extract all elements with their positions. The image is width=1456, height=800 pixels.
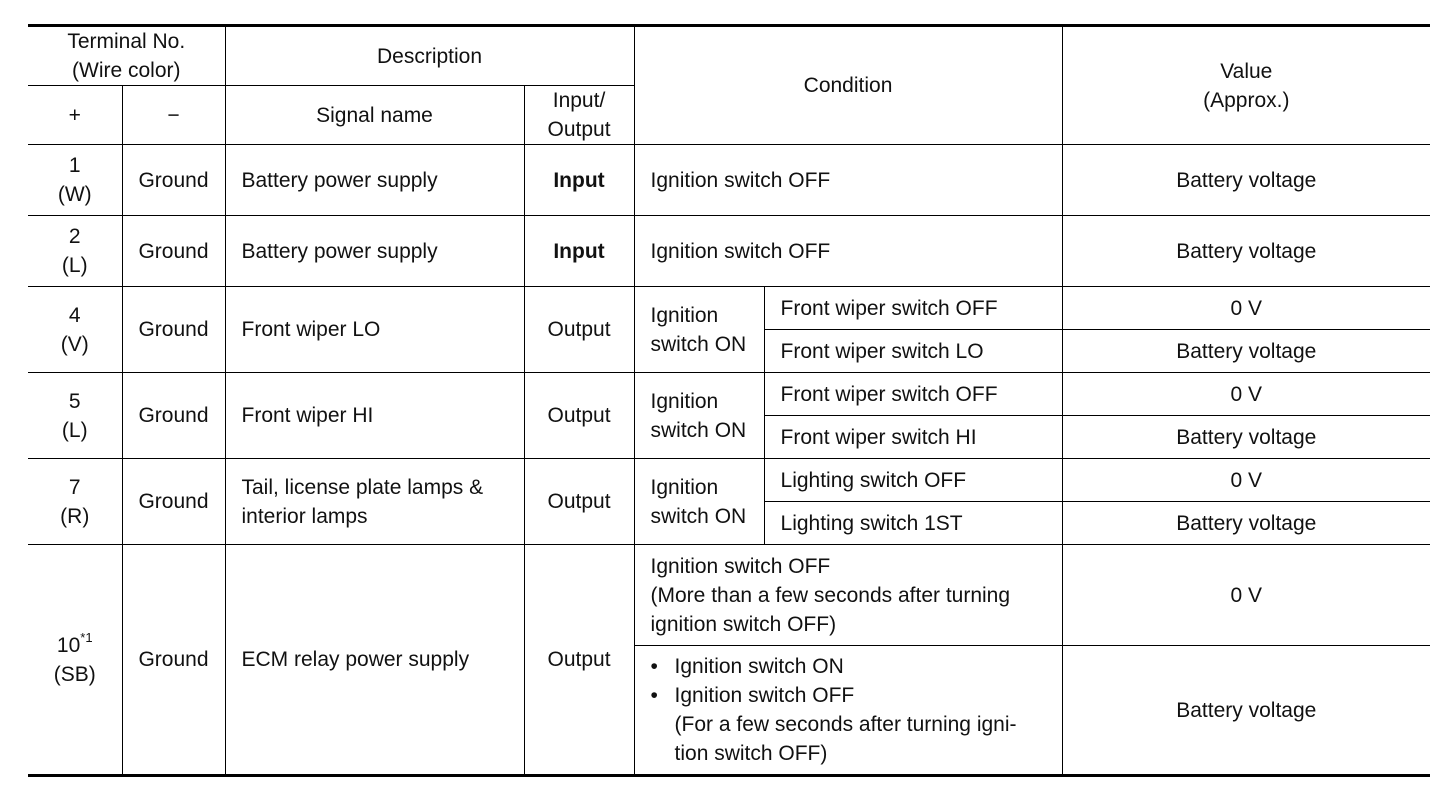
header-output-label: Output bbox=[547, 118, 611, 141]
terminal-cell bbox=[28, 145, 122, 216]
signal-name-cell: Front wiper HI bbox=[225, 373, 524, 459]
header-row-1 bbox=[28, 26, 1430, 86]
terminal-number: 7 bbox=[68, 475, 81, 499]
ground-cell: Ground bbox=[122, 216, 225, 287]
condition-bullet-text: (For a few seconds after turning igni- bbox=[674, 713, 1017, 736]
signal-name-cell: Battery power supply bbox=[225, 145, 524, 216]
wire-color: (L) bbox=[61, 254, 88, 277]
io-cell: Input bbox=[524, 216, 634, 287]
header-approx-label: (Approx.) bbox=[1203, 88, 1290, 112]
condition-sub-cell: Front wiper switch LO bbox=[764, 330, 1062, 373]
condition-main-line: switch ON bbox=[650, 332, 747, 356]
condition-line: (More than a few seconds after turning bbox=[650, 583, 1011, 607]
terminal-table bbox=[28, 24, 1430, 777]
condition-sub-cell: Front wiper switch OFF bbox=[764, 373, 1062, 416]
signal-name-line: interior lamps bbox=[241, 504, 368, 528]
condition-bullet bbox=[651, 652, 1062, 681]
condition-main-cell bbox=[634, 459, 764, 545]
condition-main-line: switch ON bbox=[650, 418, 747, 442]
io-cell: Input bbox=[524, 145, 634, 216]
signal-name-cell: Battery power supply bbox=[225, 216, 524, 287]
io-cell: Output bbox=[524, 373, 634, 459]
wire-color: (R) bbox=[60, 504, 90, 528]
value-cell: 0 V bbox=[1062, 545, 1430, 646]
wire-color: (L) bbox=[61, 418, 88, 442]
wire-color: (V) bbox=[60, 332, 89, 356]
condition-main-line: Ignition bbox=[650, 475, 719, 499]
footnote-marker: *1 bbox=[80, 629, 93, 645]
table-row bbox=[28, 545, 1430, 646]
terminal-cell bbox=[28, 545, 122, 776]
condition-bullet-text: • Ignition switch OFF bbox=[674, 684, 855, 707]
condition-bullet-text: Ignition switch ON bbox=[674, 655, 844, 678]
table-row bbox=[28, 145, 1430, 216]
condition-main-cell bbox=[634, 373, 764, 459]
condition-line: Ignition switch OFF bbox=[650, 554, 831, 578]
header-plus: + bbox=[28, 86, 122, 145]
header-description: Description bbox=[225, 26, 634, 86]
terminal-number: 4 bbox=[68, 303, 81, 327]
condition-cell: Ignition switch OFF bbox=[634, 145, 1062, 216]
terminal-cell bbox=[28, 287, 122, 373]
value-cell: Battery voltage bbox=[1062, 416, 1430, 459]
condition-line: ignition switch OFF) bbox=[650, 612, 837, 636]
condition-bullet-text: tion switch OFF) bbox=[674, 742, 828, 765]
header-signal-name: Signal name bbox=[225, 86, 524, 145]
terminal-number: 5 bbox=[68, 389, 81, 413]
wire-color: (SB) bbox=[53, 662, 96, 686]
condition-sub-cell: Lighting switch OFF bbox=[764, 459, 1062, 502]
ground-cell: Ground bbox=[122, 545, 225, 776]
condition-cell bbox=[634, 646, 1062, 776]
header-value bbox=[1062, 26, 1430, 145]
condition-main-line: Ignition bbox=[650, 303, 719, 327]
terminal-table-page bbox=[28, 24, 1430, 777]
condition-main-cell bbox=[634, 287, 764, 373]
condition-sub-cell: Lighting switch 1ST bbox=[764, 502, 1062, 545]
ground-cell: Ground bbox=[122, 287, 225, 373]
io-cell: Output bbox=[524, 287, 634, 373]
header-input-label: Input/ bbox=[552, 89, 606, 112]
value-cell: 0 V bbox=[1062, 373, 1430, 416]
condition-sub-cell: Front wiper switch HI bbox=[764, 416, 1062, 459]
header-terminal-no bbox=[28, 26, 225, 86]
value-cell: Battery voltage bbox=[1062, 145, 1430, 216]
ground-cell: Ground bbox=[122, 145, 225, 216]
value-cell: Battery voltage bbox=[1062, 646, 1430, 776]
condition-bullet bbox=[651, 681, 1062, 768]
condition-main-line: switch ON bbox=[650, 504, 747, 528]
condition-cell: Ignition switch OFF bbox=[634, 216, 1062, 287]
signal-name-cell bbox=[225, 459, 524, 545]
header-value-label: Value bbox=[1220, 59, 1273, 83]
condition-bullet-list bbox=[651, 652, 1062, 768]
terminal-cell bbox=[28, 373, 122, 459]
terminal-number-text: 10 bbox=[56, 633, 81, 657]
signal-name-cell: ECM relay power supply bbox=[225, 545, 524, 776]
table-row bbox=[28, 287, 1430, 330]
ground-cell: Ground bbox=[122, 373, 225, 459]
header-wire-color-label: (Wire color) bbox=[72, 59, 181, 82]
io-cell: Output bbox=[524, 459, 634, 545]
condition-main-line: Ignition bbox=[650, 389, 719, 413]
signal-name-line: Tail, license plate lamps & bbox=[241, 475, 484, 499]
value-cell: 0 V bbox=[1062, 287, 1430, 330]
terminal-number: 1 bbox=[68, 154, 81, 177]
value-cell: Battery voltage bbox=[1062, 216, 1430, 287]
header-input-output bbox=[524, 86, 634, 145]
terminal-cell bbox=[28, 216, 122, 287]
ground-cell: Ground bbox=[122, 459, 225, 545]
wire-color: (W) bbox=[57, 183, 92, 206]
terminal-number bbox=[28, 631, 122, 660]
value-cell: Battery voltage bbox=[1062, 330, 1430, 373]
header-minus: − bbox=[122, 86, 225, 145]
value-cell: 0 V bbox=[1062, 459, 1430, 502]
io-cell: Output bbox=[524, 545, 634, 776]
table-row bbox=[28, 216, 1430, 287]
table-row bbox=[28, 373, 1430, 416]
header-condition: Condition bbox=[634, 26, 1062, 145]
condition-cell bbox=[634, 545, 1062, 646]
table-row bbox=[28, 459, 1430, 502]
terminal-number: 2 bbox=[68, 225, 81, 248]
header-terminal-label: Terminal No. bbox=[67, 30, 186, 53]
condition-sub-cell: Front wiper switch OFF bbox=[764, 287, 1062, 330]
terminal-cell bbox=[28, 459, 122, 545]
signal-name-cell: Front wiper LO bbox=[225, 287, 524, 373]
value-cell: Battery voltage bbox=[1062, 502, 1430, 545]
